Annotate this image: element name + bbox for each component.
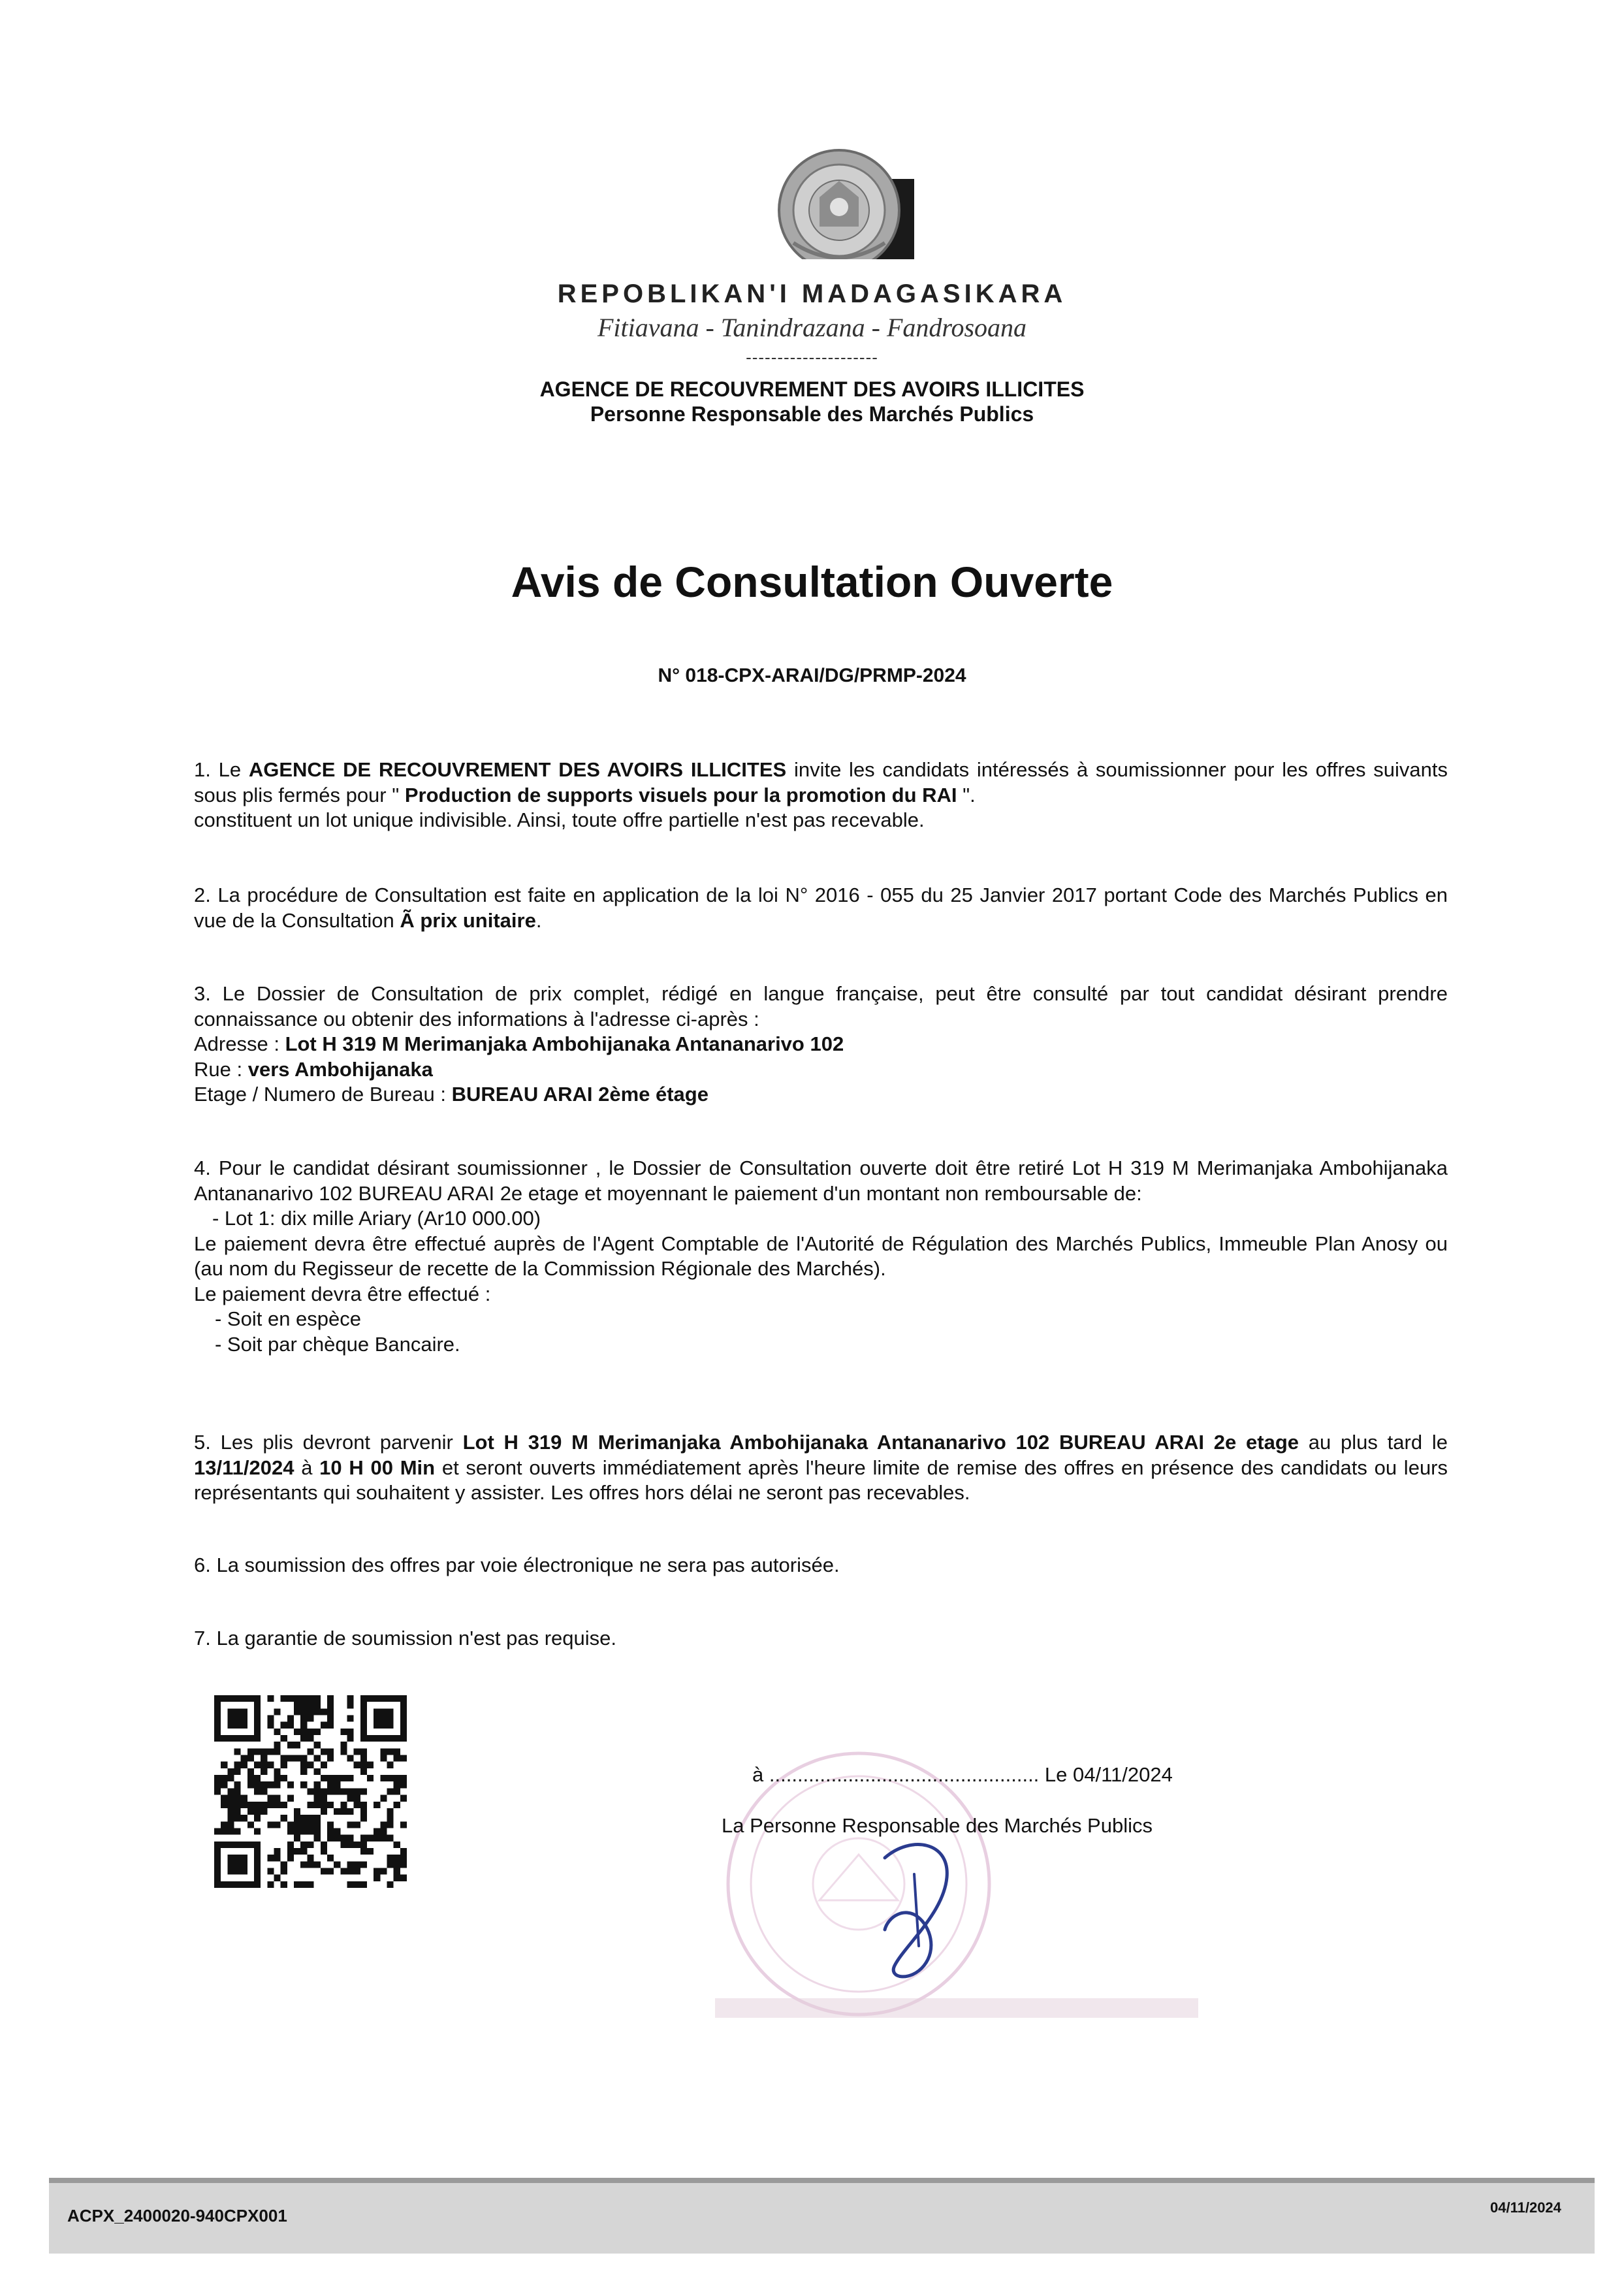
p3-text-a: 3. Le Dossier de Consultation de prix complet, rédigé en langue française, peut être consulté par tout candidat désirant prendre connaissance ou obtenir des informations à l'adresse ci-après : xyxy=(194,982,1448,1030)
qr-code xyxy=(214,1695,407,1888)
p3-address: Lot H 319 M Merimanjaka Ambohijanaka Antananarivo 102 xyxy=(285,1032,844,1055)
p3-street-line xyxy=(194,1057,1448,1083)
paragraph-4 xyxy=(194,1156,1448,1357)
p3-street-label: Rue : xyxy=(194,1057,248,1081)
p3-floor-label: Etage / Numero de Bureau : xyxy=(194,1083,452,1106)
p4-text-b: Le paiement devra être effectué auprès de l'Agent Comptable de l'Autorité de Régulation des Marchés Publics, Immeuble Plan Anosy ou (au nom du Regisseur de recette de la Commission Régionale des Marchés). xyxy=(194,1232,1448,1280)
p3-address-line xyxy=(194,1032,1448,1057)
p5-place: Lot H 319 M Merimanjaka Ambohijanaka Antananarivo 102 BUREAU ARAI 2e etage xyxy=(462,1431,1299,1454)
p1-text-b: invite les candidats intéressés à soumissionner pour les offres suivants sous plis fermés pour " xyxy=(194,758,1448,806)
p4-lot-price: - Lot 1: dix mille Ariary (Ar10 000.00) xyxy=(212,1207,541,1230)
official-stamp xyxy=(689,1750,1198,2031)
p5-deadline-time: 10 H 00 Min xyxy=(319,1456,436,1479)
p5-text-c: à xyxy=(294,1456,320,1479)
footer-date: 04/11/2024 xyxy=(1490,2199,1561,2216)
footer-document-code: ACPX_2400020-940CPX001 xyxy=(67,2206,287,2225)
p3-floor: BUREAU ARAI 2ème étage xyxy=(451,1083,709,1106)
paragraph-5 xyxy=(194,1430,1448,1506)
p4-text-a: 4. Pour le candidat désirant soumissionner , le Dossier de Consultation ouverte doit être retiré Lot H 319 M Merimanjaka Ambohijanaka Antananarivo 102 BUREAU ARAI 2e etage et moyennant le paiement d'un montant non remboursable de: xyxy=(194,1156,1448,1205)
signature-place-dots: ................................................ xyxy=(769,1763,1040,1786)
signature-place-date xyxy=(752,1763,1173,1787)
signatory-role: La Personne Responsable des Marchés Publics xyxy=(722,1814,1153,1837)
document-title: Avis de Consultation Ouverte xyxy=(511,558,1113,606)
republic-name: REPOBLIKAN'I MADAGASIKARA xyxy=(557,279,1067,308)
p3-address-label: Adresse : xyxy=(194,1032,285,1055)
national-motto: Fitiavana - Tanindrazana - Fandrosoana xyxy=(597,313,1027,342)
paragraph-2 xyxy=(194,883,1448,933)
p2-text-c: . xyxy=(535,908,542,932)
p5-text-d: et seront ouverts immédiatement après l'heure limite de remise des offres en présence des candidats ou leurs représentants qui souhaitent y assister. Les offres hors délai ne seront pas recevables. xyxy=(194,1456,1448,1504)
agency-unit: Personne Responsable des Marchés Publics xyxy=(590,402,1034,426)
signature-date: Le 04/11/2024 xyxy=(1044,1763,1173,1786)
p2-text-a: 2. La procédure de Consultation est faite en application de la loi N° 2016 - 055 du 25 Janvier 2017 portant Code des Marchés Publics en vue de la Consultation xyxy=(194,884,1448,932)
p1-agency: AGENCE DE RECOUVREMENT DES AVOIRS ILLICITES xyxy=(248,758,787,781)
signature-place-prefix: à xyxy=(752,1763,764,1786)
p1-text-c: ". xyxy=(957,783,976,806)
p4-payment-option-1: - Soit en espèce xyxy=(215,1307,362,1330)
agency-name: AGENCE DE RECOUVREMENT DES AVOIRS ILLICITES xyxy=(539,377,1085,401)
p1-subject: Production de supports visuels pour la promotion du RAI xyxy=(404,783,957,806)
p4-text-c: Le paiement devra être effectué : xyxy=(194,1282,491,1305)
header-separator: --------------------- xyxy=(746,347,878,367)
p5-deadline-date: 13/11/2024 xyxy=(194,1456,295,1479)
national-seal-emblem xyxy=(774,145,914,259)
p3-floor-line xyxy=(194,1082,1448,1108)
paragraph-6: 6. La soumission des offres par voie électronique ne sera pas autorisée. xyxy=(194,1554,840,1576)
paragraph-3 xyxy=(194,981,1448,1108)
reference-number: N° 018-CPX-ARAI/DG/PRMP-2024 xyxy=(658,665,966,686)
p3-street: vers Ambohijanaka xyxy=(247,1057,433,1081)
p2-price-type: Ã prix unitaire xyxy=(400,908,536,932)
p5-text-b: au plus tard le xyxy=(1299,1431,1448,1454)
p5-text-a: 5. Les plis devront parvenir xyxy=(194,1431,463,1454)
paragraph-1 xyxy=(194,757,1448,833)
p1-text-d: constituent un lot unique indivisible. Ainsi, toute offre partielle n'est pas recevable. xyxy=(194,808,925,831)
p4-payment-option-2: - Soit par chèque Bancaire. xyxy=(215,1332,460,1356)
p1-text-a: 1. Le xyxy=(194,758,249,781)
paragraph-7: 7. La garantie de soumission n'est pas requise. xyxy=(194,1627,616,1650)
